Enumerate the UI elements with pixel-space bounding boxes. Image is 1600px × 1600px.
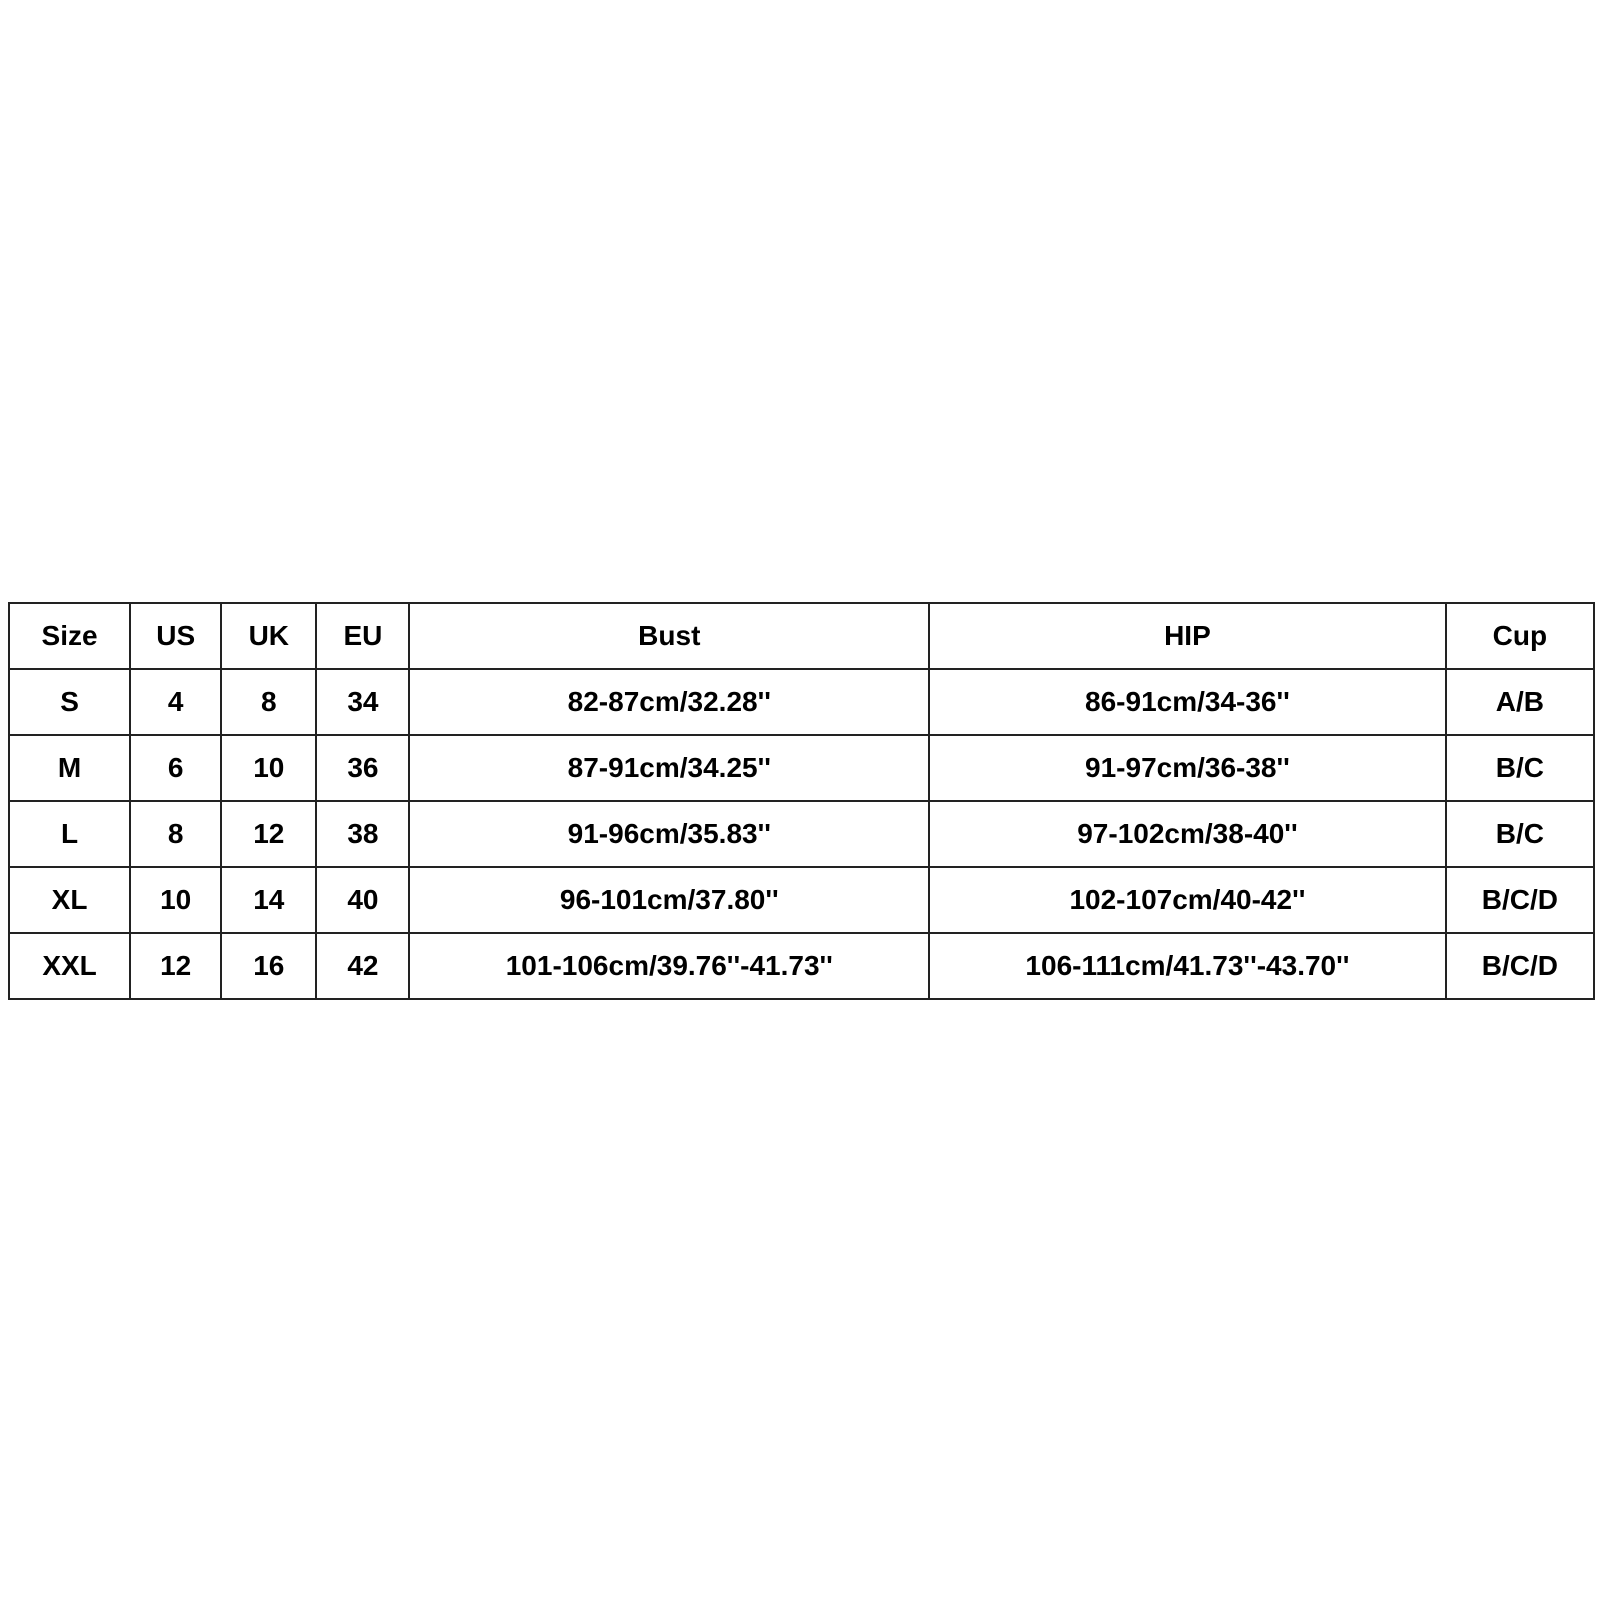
table-row [9,735,1594,801]
cell-eu: 36 [316,735,409,801]
cell-us: 10 [130,867,221,933]
cell-us: 4 [130,669,221,735]
table-row [9,933,1594,999]
cell-bust: 101-106cm/39.76''-41.73'' [409,933,929,999]
cell-hip: 106-111cm/41.73''-43.70'' [929,933,1446,999]
cell-size: S [9,669,130,735]
cell-uk: 12 [221,801,316,867]
header-us: US [130,603,221,669]
cell-uk: 10 [221,735,316,801]
cell-eu: 40 [316,867,409,933]
table-row [9,669,1594,735]
cell-us: 12 [130,933,221,999]
cell-uk: 8 [221,669,316,735]
cell-hip: 97-102cm/38-40'' [929,801,1446,867]
header-cup: Cup [1446,603,1594,669]
cell-size: M [9,735,130,801]
cell-hip: 91-97cm/36-38'' [929,735,1446,801]
cell-cup: B/C [1446,735,1594,801]
cell-us: 8 [130,801,221,867]
table-row [9,867,1594,933]
cell-us: 6 [130,735,221,801]
cell-cup: B/C [1446,801,1594,867]
cell-uk: 14 [221,867,316,933]
cell-cup: B/C/D [1446,867,1594,933]
cell-size: XXL [9,933,130,999]
size-chart-table [8,602,1595,1000]
cell-bust: 82-87cm/32.28'' [409,669,929,735]
cell-uk: 16 [221,933,316,999]
cell-bust: 87-91cm/34.25'' [409,735,929,801]
cell-hip: 102-107cm/40-42'' [929,867,1446,933]
cell-size: L [9,801,130,867]
cell-hip: 86-91cm/34-36'' [929,669,1446,735]
cell-bust: 91-96cm/35.83'' [409,801,929,867]
table-header-row [9,603,1594,669]
cell-bust: 96-101cm/37.80'' [409,867,929,933]
cell-size: XL [9,867,130,933]
cell-eu: 34 [316,669,409,735]
header-bust: Bust [409,603,929,669]
header-uk: UK [221,603,316,669]
cell-eu: 38 [316,801,409,867]
header-eu: EU [316,603,409,669]
cell-cup: A/B [1446,669,1594,735]
header-hip: HIP [929,603,1446,669]
table-row [9,801,1594,867]
header-size: Size [9,603,130,669]
cell-eu: 42 [316,933,409,999]
cell-cup: B/C/D [1446,933,1594,999]
